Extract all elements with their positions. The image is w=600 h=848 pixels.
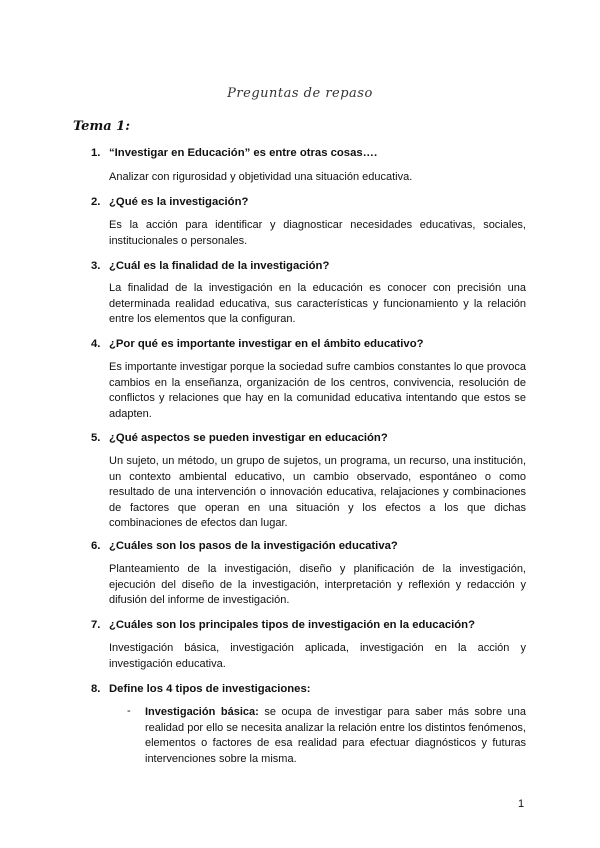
question-number: 8. (91, 683, 101, 695)
list-bullet: - (127, 705, 131, 717)
question-text: ¿Qué aspectos se pueden investigar en educación? (109, 432, 388, 444)
question-4 (91, 338, 424, 350)
question-number: 5. (91, 432, 101, 444)
question-text: Define los 4 tipos de investigaciones: (109, 683, 311, 695)
question-text: ¿Cuáles son los principales tipos de investigación en la educación? (109, 619, 475, 631)
question-2 (91, 196, 248, 208)
question-number: 4. (91, 338, 101, 350)
question-3 (91, 260, 329, 272)
question-text: ¿Cuál es la finalidad de la investigación? (109, 260, 330, 272)
question-text: ¿Qué es la investigación? (109, 196, 249, 208)
section-heading: Tema 1: (73, 119, 131, 134)
answer-3: La finalidad de la investigación en la educación es conocer con precisión una determinada realidad educativa, sus características y funcionamiento y la relación entre los elementos que la configuran. (109, 282, 526, 325)
page-title: Preguntas de repaso (227, 86, 373, 101)
definition-basic-research (145, 705, 526, 767)
answer-1: Analizar con rigurosidad y objetividad una situación educativa. (109, 171, 413, 183)
question-number: 7. (91, 619, 101, 631)
question-text: “Investigar en Educación” es entre otras cosas…. (109, 147, 378, 159)
page-number: 1 (518, 798, 525, 810)
answer-4: Es importante investigar porque la sociedad sufre cambios constantes lo que provoca cambios en la enseñanza, organización de los centros, convivencia, resolución de conflictos y relaciones que hay en la comunidad educativa intentando que estos se adapten. (109, 361, 527, 420)
answer-2: Es la acción para identificar y diagnosticar necesidades educativas, sociales, institucionales o personales. (109, 219, 526, 247)
definition-term: Investigación básica: (145, 706, 259, 718)
question-8 (91, 683, 311, 695)
question-number: 6. (91, 540, 101, 552)
question-7 (91, 619, 475, 631)
definition-text: se ocupa de investigar para saber más sobre una realidad por ello se necesita analizar la relación entre los distintos fenómenos, elementos o factores de esa realidad para efectuar diagnósticos y futuras intervenciones sobre la misma. (145, 706, 526, 765)
question-1 (91, 147, 377, 159)
question-number: 2. (91, 196, 101, 208)
answer-5: Un sujeto, un método, un grupo de sujetos, un programa, un recurso, una institución, un contexto ambiental educativo, un cambio observado, espontáneo o como resultado de una intervención o innovación educativa, relajaciones y combinaciones de factores que operan en una situación y los efectos a los que dichas combinaciones de efectos dan lugar. (109, 455, 526, 529)
question-6 (91, 540, 398, 552)
question-text: ¿Cuáles son los pasos de la investigación educativa? (109, 540, 398, 552)
answer-6: Planteamiento de la investigación, diseño y planificación de la investigación, ejecución del diseño de la investigación, interpretación y reflexión y redacción y difusión del informe de investigación. (109, 563, 526, 606)
question-text: ¿Por qué es importante investigar en el ámbito educativo? (109, 338, 424, 350)
question-5 (91, 432, 388, 444)
question-number: 1. (91, 147, 101, 159)
answer-7: Investigación básica, investigación aplicada, investigación en la acción y investigación educativa. (109, 642, 526, 670)
question-number: 3. (91, 260, 101, 272)
